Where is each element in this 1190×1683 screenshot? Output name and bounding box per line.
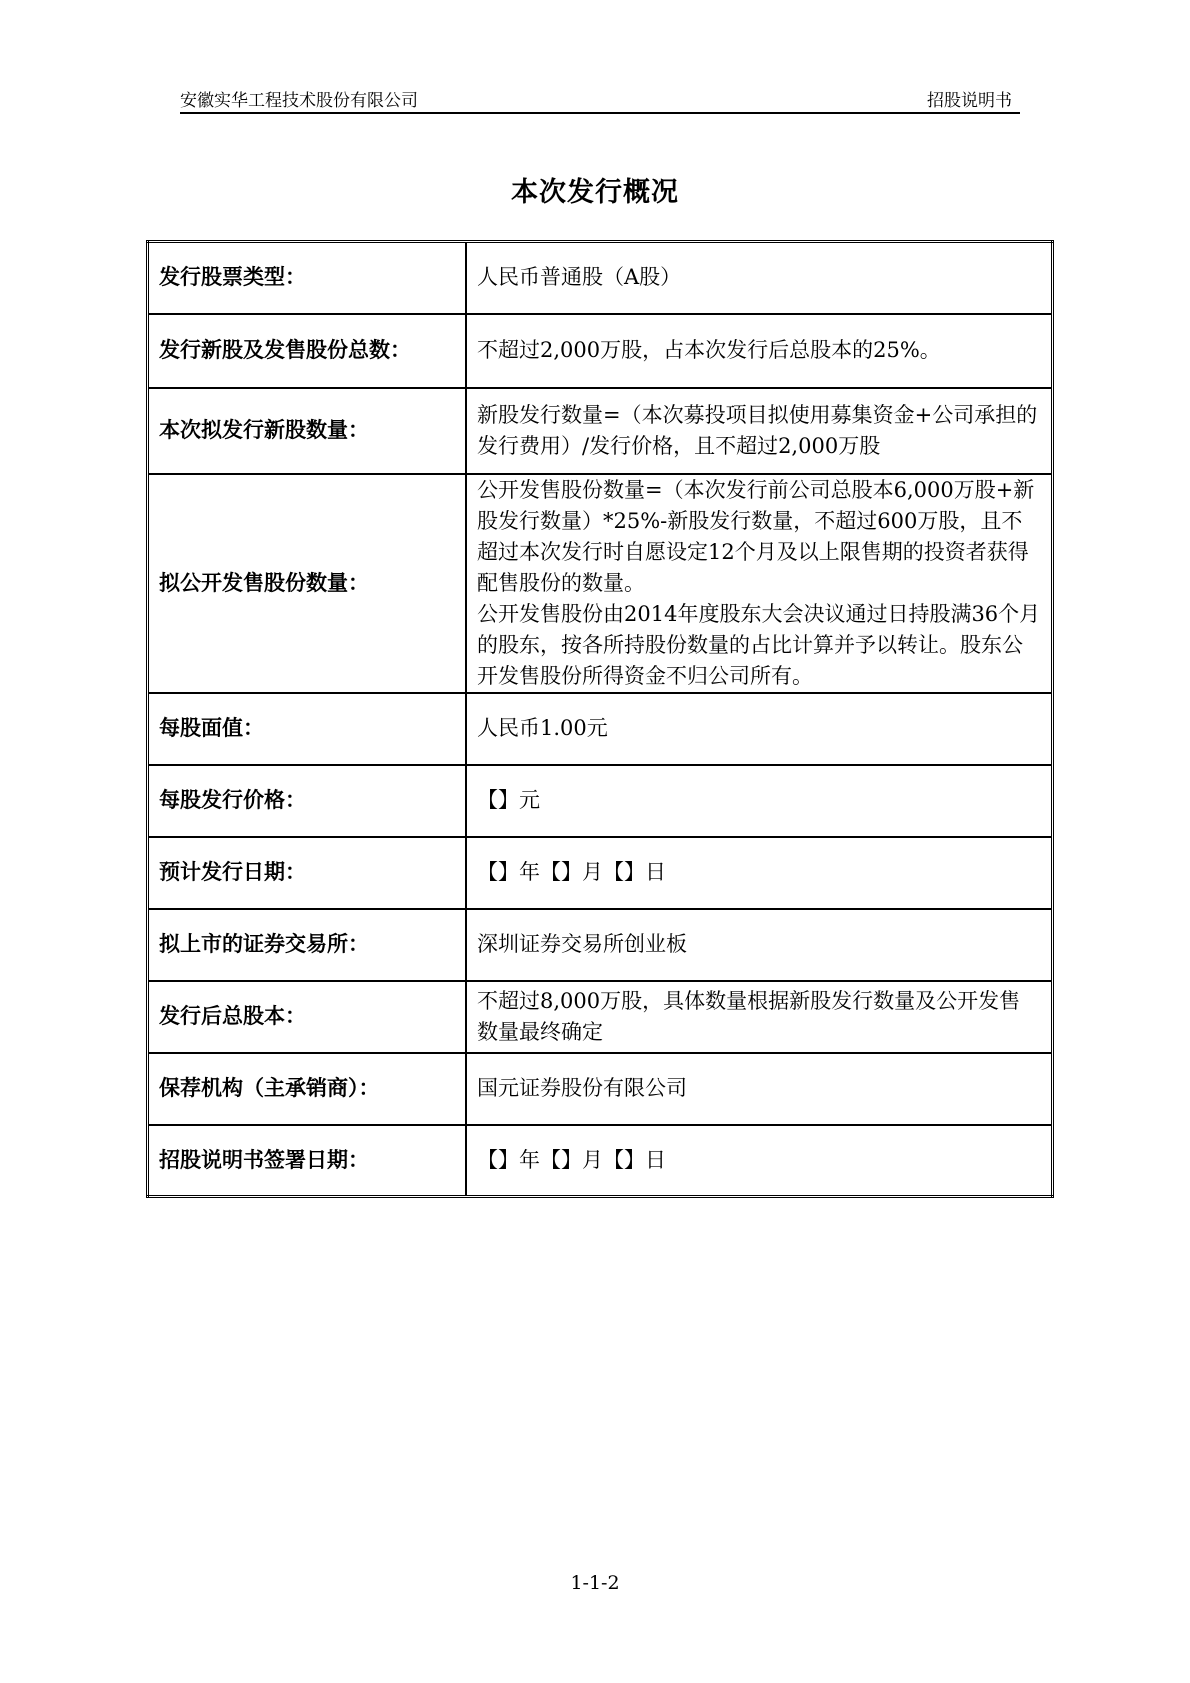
table-row: [148, 1125, 1053, 1197]
row-value-paragraph: 人民币普通股（A股）: [477, 265, 682, 290]
row-label: 保荐机构（主承销商）：: [148, 1053, 467, 1125]
row-label: 发行新股及发售股份总数：: [148, 314, 467, 388]
row-value: [466, 1125, 1053, 1197]
row-value-paragraph: 【】年【】月【】日: [477, 1147, 666, 1172]
table-row: [148, 314, 1053, 388]
row-value-paragraph: 新股发行数量=（本次募投项目拟使用募集资金+公司承担的发行费用）/发行价格，且不超过2,000万股: [477, 402, 1038, 458]
row-value-paragraph: 公开发售股份由2014年度股东大会决议通过日持股满36个月的股东，按各所持股份数量的占比计算并予以转让。股东公开发售股份所得资金不归公司所有。: [477, 601, 1041, 688]
row-value: [466, 981, 1053, 1053]
row-value-paragraph: 不超过2,000万股，占本次发行后总股本的25%。: [477, 338, 941, 362]
row-value-paragraph: 不超过8,000万股，具体数量根据新股发行数量及公开发售数量最终确定: [477, 988, 1021, 1044]
row-value-paragraph: 公开发售股份数量=（本次发行前公司总股本6,000万股+新股发行数量）*25%-新股发行数量，不超过600万股，且不超过本次发行时自愿设定12个月及以上限售期的投资者获得配售股份的数量。: [477, 477, 1035, 595]
row-value: [466, 693, 1053, 765]
row-label: 每股发行价格：: [148, 765, 467, 837]
row-value: [466, 1053, 1053, 1125]
row-value-paragraph: 【】年【】月【】日: [477, 860, 666, 884]
row-value: [466, 909, 1053, 981]
table-row: [148, 765, 1053, 837]
row-value-paragraph: 国元证券股份有限公司: [477, 1076, 687, 1100]
page-number: 1-1-2: [570, 1572, 620, 1594]
table-row: [148, 474, 1053, 693]
row-value: [466, 474, 1053, 693]
row-value: [466, 837, 1053, 909]
table-row: [148, 242, 1053, 314]
row-value-paragraph: 【】元: [477, 788, 540, 812]
row-label: 拟公开发售股份数量：: [148, 474, 467, 693]
row-value: [466, 242, 1053, 314]
page-title: 本次发行概况: [511, 177, 679, 208]
row-value: [466, 765, 1053, 837]
row-value-paragraph: 深圳证券交易所创业板: [477, 932, 687, 956]
row-label: 本次拟发行新股数量：: [148, 388, 467, 474]
row-label: 发行后总股本：: [148, 981, 467, 1053]
row-label: 发行股票类型：: [148, 242, 467, 314]
row-label: 预计发行日期：: [148, 837, 467, 909]
table-row: [148, 388, 1053, 474]
table-row: [148, 693, 1053, 765]
row-label: 招股说明书签署日期：: [148, 1125, 467, 1197]
header-document-type: 招股说明书: [927, 91, 1012, 111]
page-header: [180, 82, 1020, 114]
row-value: [466, 314, 1053, 388]
row-label: 拟上市的证券交易所：: [148, 909, 467, 981]
table-row: [148, 837, 1053, 909]
row-value-paragraph: 人民币1.00元: [477, 716, 608, 740]
row-value: [466, 388, 1053, 474]
table-row: [148, 981, 1053, 1053]
table-row: [148, 909, 1053, 981]
header-company-name: 安徽实华工程技术股份有限公司: [180, 91, 418, 111]
table-row: [148, 1053, 1053, 1125]
row-label: 每股面值：: [148, 693, 467, 765]
offering-summary-table: [146, 240, 1054, 1198]
